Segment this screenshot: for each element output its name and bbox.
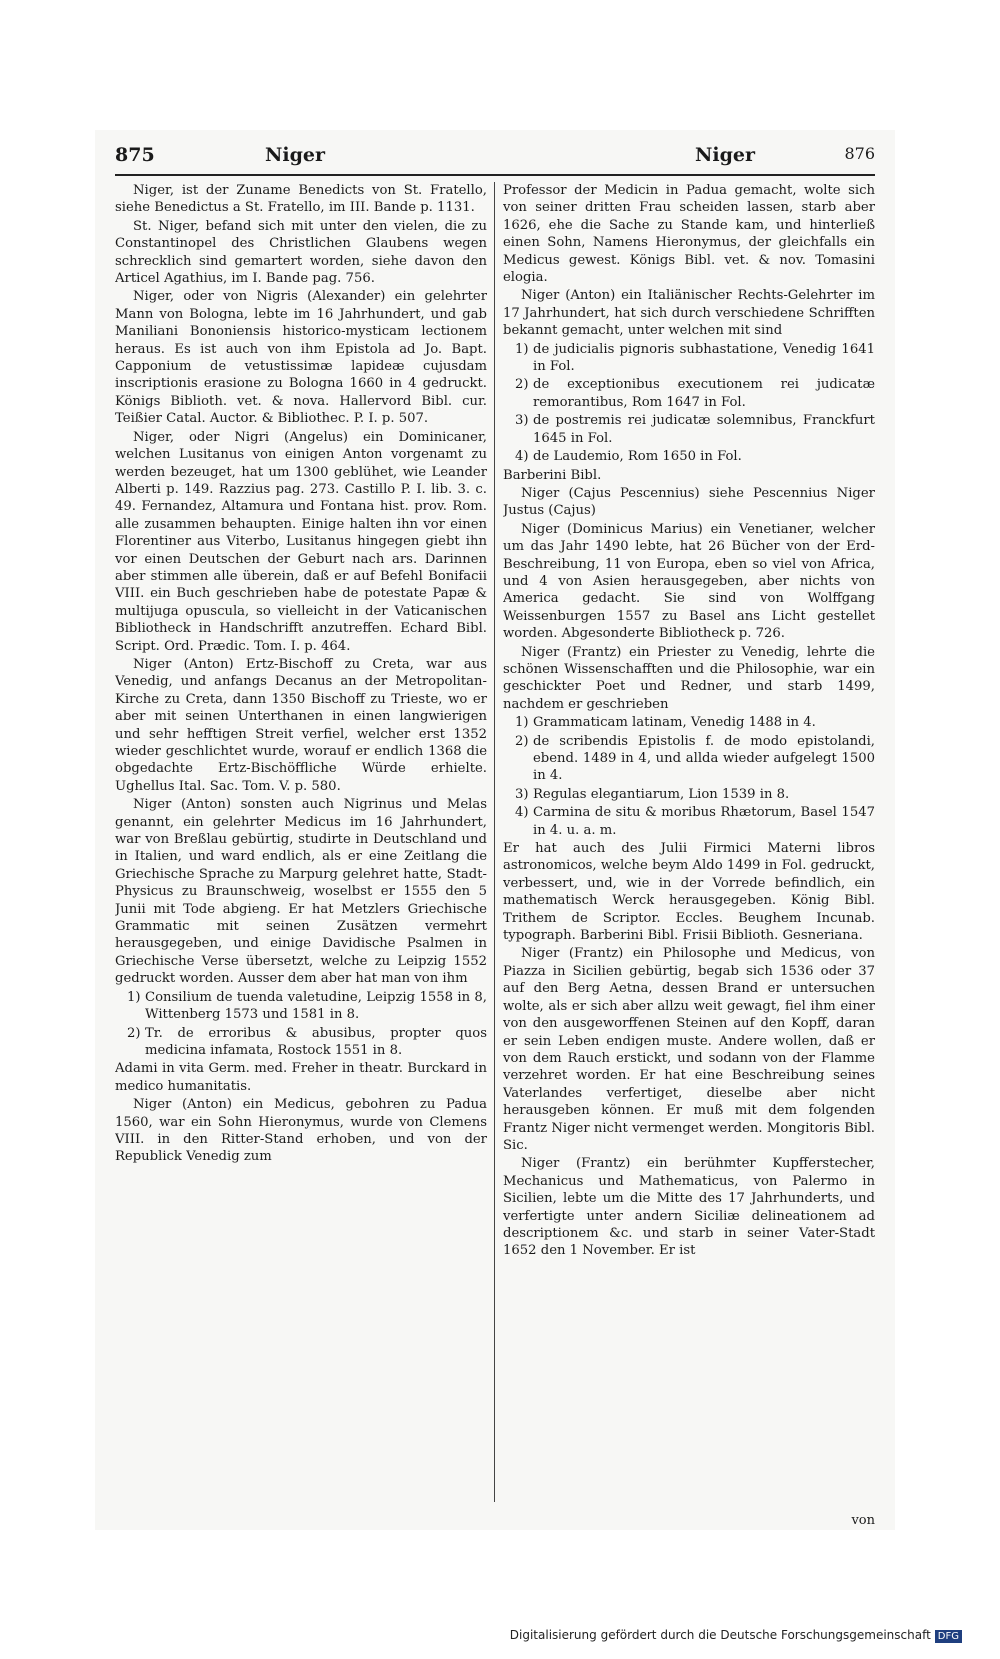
paragraph-text: Niger (Anton) Ertz-Bischoff zu Creta, war aus Venedig, und anfangs Decanus an der Metropolitan-Kirche zu Creta, dann 1350 Bischoff zu Trieste, wo er aber mit seinen Unterthanen in einen langwierigen und sehr hefftigen Streit verfiel, welcher erst 1352 wieder geschlichtet wurde, worauf er endlich 1368 die obgedachte Ertz-Bischöffliche Würde erhielte. Ughellus Ital. Sac. Tom. V. p. 580. [115,656,487,794]
paragraph-text: Er hat auch des Julii Firmici Materni libros astronomicos, welche beym Aldo 1499 in Fol. gedruckt, verbessert, und, wie in der Vorrede befindlich, ein mathematisch Werck herausgegeben. König Bibl. Trithem de Scriptor. Eccles. Beughem Incunab. typograph. Barberini Bibl. Frisii Biblioth. Gesneriana. [503,841,875,944]
list-item-text: de postremis rei judicatæ solemnibus, Franckfurt 1645 in Fol. [533,413,875,446]
entry-paragraph [503,1155,875,1259]
paragraph-text: Barberini Bibl. [503,467,602,483]
list-item-number: 3) [515,413,529,429]
list-item [503,376,875,411]
left-column [115,182,487,1512]
paragraph-text: Niger (Frantz) ein Priester zu Venedig, lehrte die schönen Wissenschafften und die Philosophie, war ein geschickter Poet und Redner, und starb 1499, nachdem er geschrieben [503,644,875,712]
book-page [95,130,895,1530]
list-item [115,989,487,1024]
header-rule [115,174,875,176]
list-item-text: de scribendis Epistolis f. de modo epistolandi, ebend. 1489 in 4, und allda wieder aufgelegt 1500 in 4. [533,733,875,784]
list-item-text: Grammaticam latinam, Venedig 1488 in 4. [533,715,816,731]
entry-paragraph [503,840,875,944]
digitization-footer [510,1628,962,1643]
list-item-number: 1) [127,989,141,1005]
paragraph-text: Niger (Dominicus Marius) ein Venetianer, welcher um das Jahr 1490 lebte, hat 26 Bücher von der Erd-Beschreibung, 11 von Europa, eben so viel von Africa, und 4 von Asien herausgegeben, aber nichts von America gedacht. Sie sind von Wolffgang Weissenburgen 1557 zu Basel ans Licht gestellet worden. Abgesonderte Bibliotheck p. 726. [503,521,875,642]
paragraph-text: St. Niger, befand sich mit unter den vielen, die zu Constantinopel des Christlichen Glaubens wegen schrecklich sind gemartert worden, siehe davon den Articel Agathius, im I. Bande pag. 756. [115,218,487,287]
entry-paragraph [115,1060,487,1095]
list-item-number: 2) [515,733,529,749]
paragraph-text: Niger (Anton) sonsten auch Nigrinus und Melas genannt, ein gelehrter Medicus im 16 Jahrhundert, war von Breßlau gebürtig, studirte in Deutschland und in Italien, und ward endlich, als er eine Zeitlang die Griechische Sprache zu Marpurg gelehret hatte, Stadt-Physicus zu Braunschweig, woselbst er 1555 den 5 Junii mit Tode abgieng. Er hat Metzlers Griechische Grammatic mit seinen Zusätzen vermehrt herausgegeben, und einige Davidische Psalmen in Griechische Verse übersetzt, welche zu Leipzig 1552 gedruckt worden. Ausser dem aber hat man von ihm [115,797,487,987]
list-item [503,412,875,447]
list-item-number: 4) [515,805,529,821]
page-number-left: 875 [115,144,155,166]
paragraph-text: Niger (Frantz) ein berühmter Kupfferstecher, Mechanicus und Mathematicus, von Palermo in Sicilien, lebte um die Mitte des 17 Jahrhunderts, und verfertigte unter andern Siciliæ delineationem ad descriptionem &c. und starb in seiner Vater-Stadt 1652 den 1 November. Er ist [503,1156,875,1259]
list-item-text: Regulas elegantiarum, Lion 1539 in 8. [533,786,790,802]
list-item [503,448,875,465]
entry-paragraph [503,521,875,643]
paragraph-text: Niger, oder Nigri (Angelus) ein Dominicaner, welchen Lusitanus von einigen Anton vorgenamt zu werden bezeuget, hat um 1300 geblühet, wie Leander Alberti p. 149. Razzius pag. 273. Castillo P. I. lib. 3. c. 49. Fernandez, Altamura und Fontana hist. prov. Rom. alle zusammen behaupten. Einige halten ihn vor einen Florentiner aus Viterbo, Lusitanus hingegen giebt ihn vor einen Deutschen der Geburt nach ars. Darinnen aber stimmen alle überein, daß er auf Befehl Bonifacii VIII. ein Buch geschrieben habe de potestate Papæ & multijuga opuscula, so vielleicht in der Vaticanischen Bibliotheck in Handschrifft anzutreffen. Echard Bibl. Script. Ord. Prædic. Tom. I. p. 464. [115,429,487,654]
list-item-number: 1) [515,715,529,731]
running-head-right: Niger [695,144,755,166]
paragraph-text: Niger, oder von Nigris (Alexander) ein gelehrter Mann von Bologna, lebte im 16 Jahrhundert, und gab Maniliani Bononiensis historico-mysticam lectionem heraus. Es ist auch von ihm Epistola ad Jo. Bapt. Capponium de vetustissimæ lapideæ cujusdam inscriptionis erasione zu Bologna 1660 in 4 gedruckt. Königs Biblioth. vet. & nova. Hallervord Bibl. cur. Teißier Catal. Auctor. & Bibliothec. P. I. p. 507. [115,289,487,427]
entry-paragraph [115,656,487,795]
entry-paragraph [115,218,487,288]
right-column [503,182,875,1512]
entry-paragraph [503,467,875,484]
catchword: von [851,1513,875,1528]
paragraph-text: Niger (Anton) ein Italiänischer Rechts-Gelehrter im 17 Jahrhundert, hat sich durch verschiedene Schrifften bekannt gemacht, unter welchen mit sind [503,288,875,339]
dfg-logo: DFG [935,1630,962,1643]
entry-paragraph [503,644,875,714]
list-item-text: Tr. de erroribus & abusibus, propter quos medicina infamata, Rostock 1551 in 8. [145,1025,487,1058]
list-item-text: Consilium de tuenda valetudine, Leipzig 1558 in 8, Wittenberg 1573 und 1581 in 8. [145,989,487,1023]
entry-paragraph [115,288,487,427]
entry-paragraph [115,796,487,987]
footer-text: Digitalisierung gefördert durch die Deutsche Forschungsgemeinschaft [509,1628,931,1642]
list-item-number: 2) [127,1025,141,1041]
list-item-number: 3) [515,786,529,802]
entry-paragraph [115,182,487,217]
column-divider [494,182,495,1502]
paragraph-text: Niger (Cajus Pescennius) siehe Pescennius Niger Justus (Cajus) [503,485,875,519]
list-item-text: de exceptionibus executionem rei judicatæ remorantibus, Rom 1647 in Fol. [533,377,875,410]
paragraph-text: Niger (Frantz) ein Philosophe und Medicus, von Piazza in Sicilien gebürtig, begab sich 1536 oder 37 auf den Berg Aetna, dessen Brand er untersuchen wolte, als er sich aber allzu weit gewagt, fiel ihm einer von den ausgeworffenen Steinen auf den Kopff, daran er sein Leben endigen muste. Andere wollen, daß er von dem Rauch erstickt, und sodann von der Flamme verzehret worden. Er hat eine Beschreibung seines Vaterlandes verfertiget, dieselbe aber nicht herausgeben können. Er muß mit dem folgenden Frantz Niger nicht vermenget werden. Mongitoris Bibl. Sic. [503,946,875,1153]
entry-paragraph [503,945,875,1154]
list-item [503,714,875,731]
entry-paragraph [503,485,875,520]
paragraph-text: Adami in vita Germ. med. Freher in theatr. Burckard in medico humanitatis. [115,1061,487,1094]
list-item [503,733,875,785]
page-header [115,144,875,170]
list-item-number: 4) [515,449,529,465]
list-item [503,341,875,376]
paragraph-text: Niger, ist der Zuname Benedicts von St. Fratello, siehe Benedictus a St. Fratello, im III. Bande p. 1131. [115,183,487,216]
running-head-left: Niger [265,144,325,166]
entry-paragraph [115,1096,487,1166]
paragraph-text: Niger (Anton) ein Medicus, gebohren zu Padua 1560, war ein Sohn Hieronymus, wurde von Clemens VIII. in den Ritter-Stand erhoben, und von der Republick Venedig zum [115,1097,487,1165]
list-item [115,1025,487,1060]
list-item [503,804,875,839]
list-item-number: 1) [515,341,529,357]
list-item-text: de Laudemio, Rom 1650 in Fol. [533,449,742,465]
list-item [503,786,875,803]
entry-paragraph [503,287,875,339]
entry-paragraph [115,429,487,655]
list-item-text: de judicialis pignoris subhastatione, Venedig 1641 in Fol. [533,341,875,375]
list-item-text: Carmina de situ & moribus Rhætorum, Basel 1547 in 4. u. a. m. [533,805,875,838]
list-item-number: 2) [515,377,529,393]
entry-paragraph [503,182,875,286]
page-number-right: 876 [844,144,875,163]
paragraph-text: Professor der Medicin in Padua gemacht, wolte sich von seiner dritten Frau scheiden lassen, starb aber 1626, ehe die Sache zu Stande kam, und hinterließ einen Sohn, Namens Hieronymus, der gleichfalls ein Medicus gewest. Königs Bibl. vet. & nov. Tomasini elogia. [503,183,875,286]
